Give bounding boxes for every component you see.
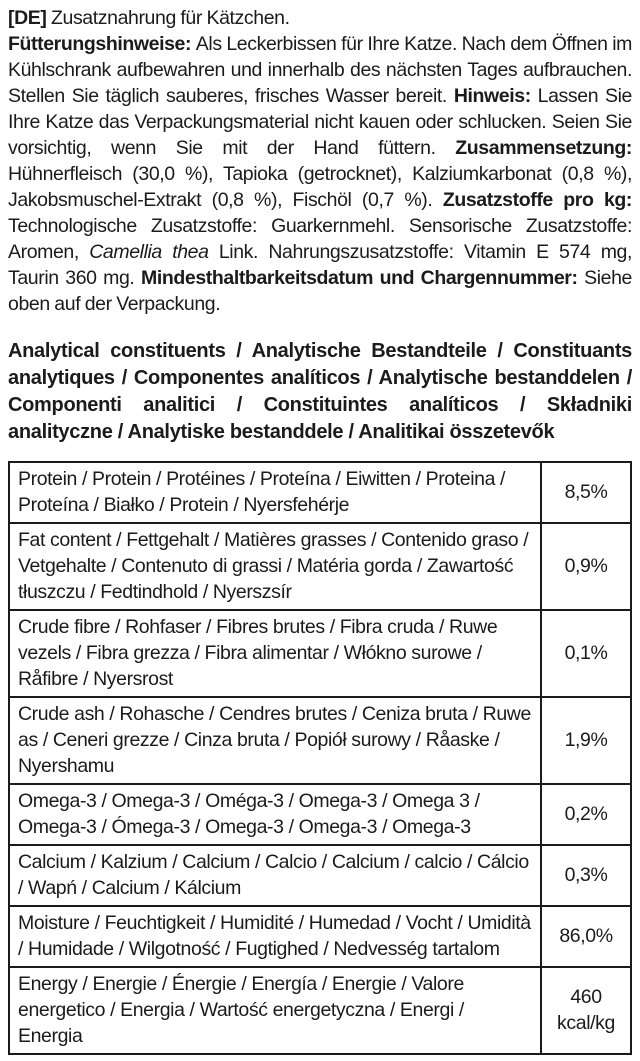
constituent-label: Calcium / Kalzium / Calcium / Calcio / Calcium / calcio / Cálcio / Wapń / Calcium / Kálcium xyxy=(9,845,541,906)
constituent-value: 8,5% xyxy=(541,462,631,523)
product-designation: [DE] Zusatznahrung für Kätzchen. xyxy=(8,7,290,29)
constituent-value: 0,2% xyxy=(541,784,631,845)
constituent-label: Crude ash / Rohasche / Cendres brutes / Ceniza bruta / Ruwe as / Ceneri grezze / Cinza bruta / Popiół surowy / Råaske / Nyershamu xyxy=(9,697,541,784)
table-body xyxy=(9,462,631,1054)
constituent-label: Omega-3 / Omega-3 / Oméga-3 / Omega-3 / Omega 3 / Omega-3 / Ómega-3 / Omega-3 / Omega-3 / Omega-3 xyxy=(9,784,541,845)
constituent-value: 86,0% xyxy=(541,906,631,967)
constituent-label: Fat content / Fettgehalt / Matières grasses / Contenido graso / Vetgehalte / Contenuto di grassi / Matéria gorda / Zawartość tłuszczu / Fedtindhold / Nyerszsír xyxy=(9,523,541,610)
constituent-value: 0,1% xyxy=(541,610,631,697)
constituent-value: 460 kcal/kg xyxy=(541,967,631,1054)
constituent-label: Crude fibre / Rohfaser / Fibres brutes / Fibra cruda / Ruwe vezels / Fibra grezza / Fibra alimentar / Włókno surowe / Råfibre / Nyersrost xyxy=(9,610,541,697)
constituent-label: Moisture / Feuchtigkeit / Humidité / Humedad / Vocht / Umidità / Humidade / Wilgotność / Fugtighed / Nedvesség tartalom xyxy=(9,906,541,967)
table-row-crude-ash xyxy=(9,697,631,784)
constituent-label: Protein / Protein / Protéines / Proteína / Eiwitten / Proteina / Proteína / Białko / Protein / Nyersfehérje xyxy=(9,462,541,523)
table-row-calcium xyxy=(9,845,631,906)
table-row-fat-content xyxy=(9,523,631,610)
table-row-moisture xyxy=(9,906,631,967)
table-row-protein xyxy=(9,462,631,523)
constituent-value: 0,3% xyxy=(541,845,631,906)
table-row-energy xyxy=(9,967,631,1054)
constituent-label: Energy / Energie / Énergie / Energía / Energie / Valore energetico / Energia / Wartość energetyczna / Energi / Energia xyxy=(9,967,541,1054)
constituent-value: 1,9% xyxy=(541,697,631,784)
feeding-info-paragraph: Fütterungshinweise: Als Leckerbissen für Ihre Katze. Nach dem Öffnen im Kühlschrank aufbewahren und innerhalb des nächsten Tages aufbrauchen. Stellen Sie täglich sauberes, frisches Wasser bereit. Hinweis: Lassen Sie Ihre Katze das Verpackungsmaterial nicht kauen oder schlucken. Seien Sie vorsichtig, wenn Sie mit der Hand füttern. Zusammensetzung: Hühnerfleisch (30,0 %), Tapioka (getrocknet), Kalziumkarbonat (0,8 %), Jakobsmuschel-Extrakt (0,8 %), Fischöl (0,7 %). Zusatzstoffe pro kg: Technologische Zusatzstoffe: Guarkernmehl. Sensorische Zusatzstoffe: Aromen, Camellia thea Link. Nahrungszusatzstoffe: Vitamin E 574 mg, Taurin 360 mg. Mindesthaltbarkeitsdatum und Chargennummer: Siehe oben auf der Verpackung. xyxy=(8,33,633,315)
constituent-value: 0,9% xyxy=(541,523,631,610)
analytical-constituents-table xyxy=(8,461,632,1055)
table-row-crude-fibre xyxy=(9,610,631,697)
table-row-omega-3 xyxy=(9,784,631,845)
analytical-constituents-heading: Analytical constituents / Analytische Bestandteile / Constituants analytiques / Componentes analíticos / Analytische bestanddelen / Componenti analitici / Constituintes analíticos / Składniki analityczne / Analytiske bestanddele / Analitikai összetevők xyxy=(8,340,632,443)
